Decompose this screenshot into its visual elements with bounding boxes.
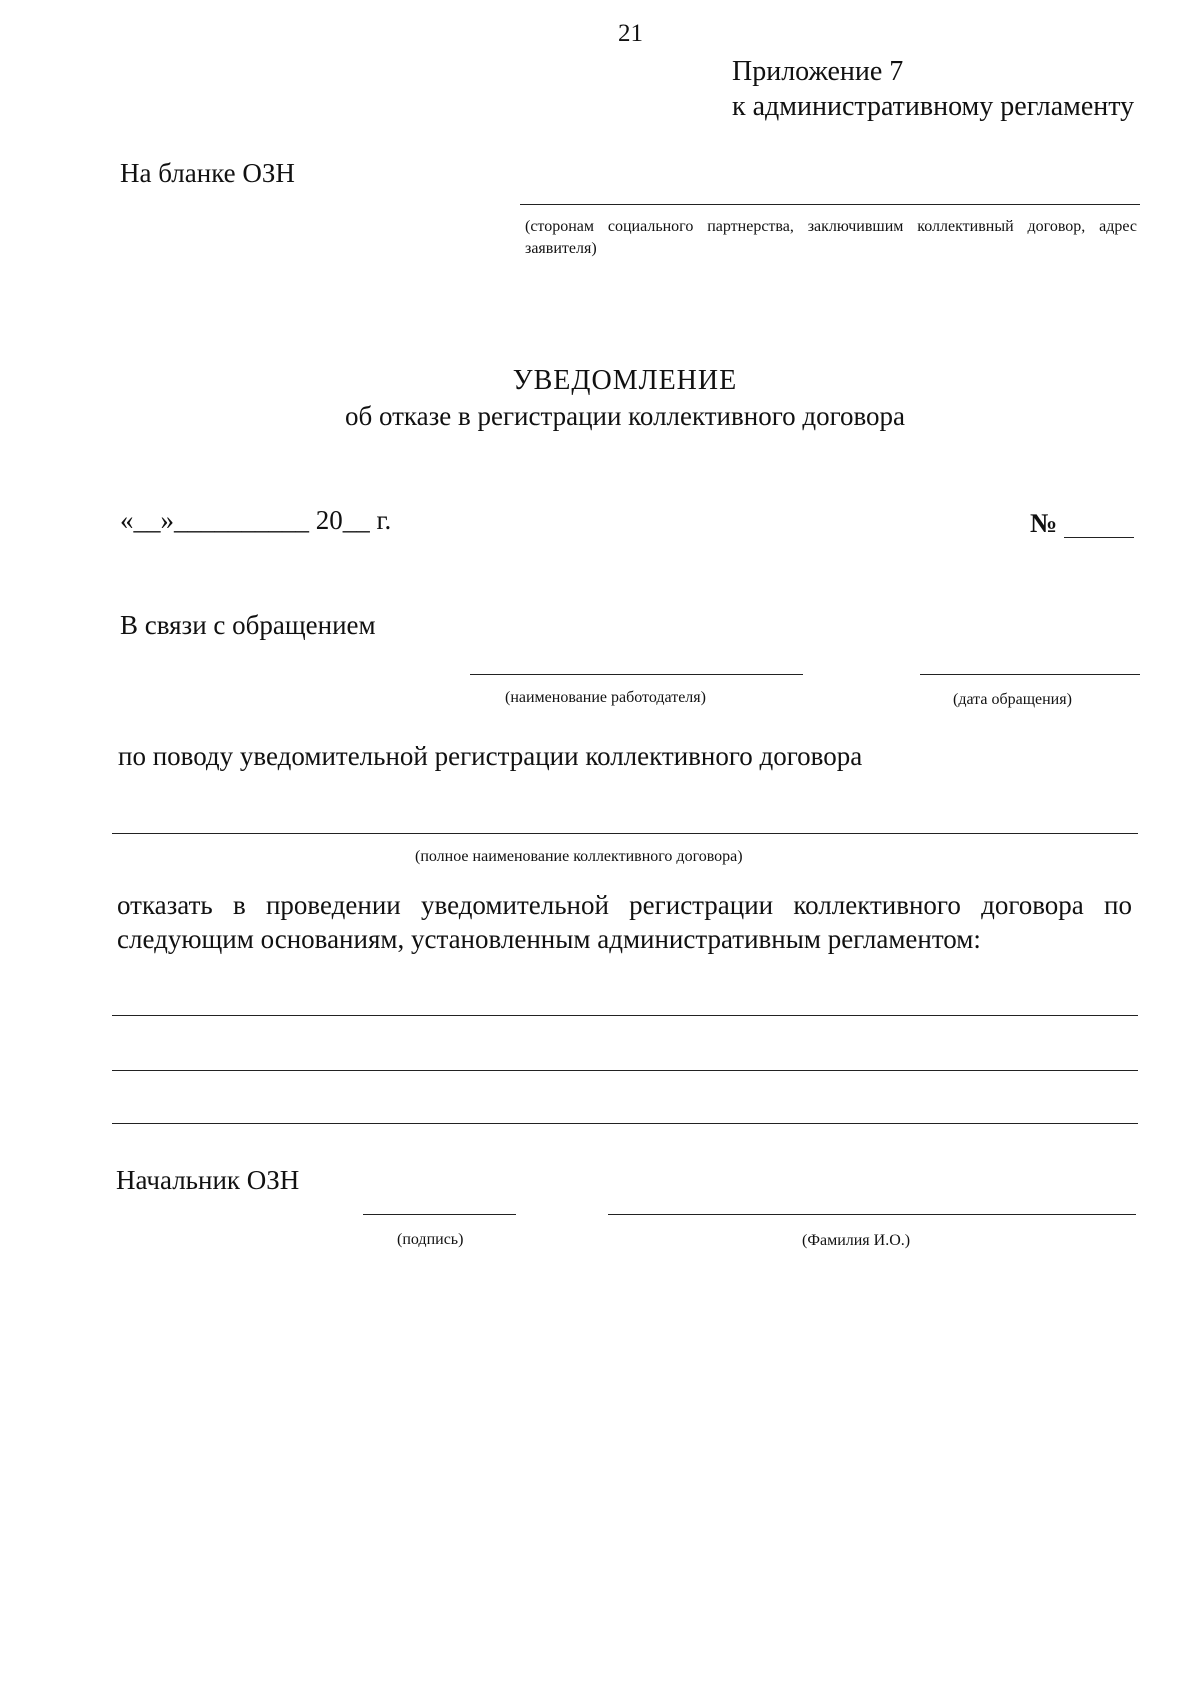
document-title: УВЕДОМЛЕНИЕ (512, 365, 738, 396)
blank-label: На бланке ОЗН (120, 158, 295, 188)
request-date-field-line (920, 674, 1140, 675)
number-label: № (1030, 508, 1058, 538)
employer-field-line (470, 674, 803, 675)
reason-field-line (112, 1070, 1138, 1071)
refusal-paragraph: отказать в проведении уведомительной регистрации коллективного договора по следующим основаниям, установленным административным регламентом: (117, 890, 1132, 954)
regarding-text: по поводу уведомительной регистрации коллективного договора (118, 741, 863, 771)
appendix-line-1: Приложение 7 (732, 56, 904, 87)
connection-text: В связи с обращением (120, 610, 376, 640)
name-caption: (Фамилия И.О.) (802, 1232, 911, 1249)
appendix-line-2: к административному регламенту (732, 91, 1135, 122)
reason-field-line (112, 1015, 1138, 1016)
appendix-header (732, 54, 1134, 124)
contract-name-field-line (112, 833, 1138, 834)
addressee-field-line (520, 204, 1140, 205)
document-subtitle: об отказе в регистрации коллективного договора (344, 401, 906, 431)
request-date-caption: (дата обращения) (953, 691, 1072, 708)
number-field-line (1064, 537, 1134, 538)
reason-field-line (112, 1123, 1138, 1124)
signature-field-line (363, 1214, 516, 1215)
chief-label: Начальник ОЗН (116, 1165, 300, 1195)
date-field: «__»__________ 20__ г. (120, 505, 392, 535)
page-number: 21 (618, 20, 643, 47)
employer-caption: (наименование работодателя) (505, 689, 706, 706)
name-field-line (608, 1214, 1136, 1215)
signature-caption: (подпись) (397, 1231, 464, 1248)
addressee-caption: (сторонам социального партнерства, заключившим коллективный договор, адрес заявителя) (525, 218, 1137, 257)
contract-name-caption: (полное наименование коллективного договора) (415, 848, 743, 865)
